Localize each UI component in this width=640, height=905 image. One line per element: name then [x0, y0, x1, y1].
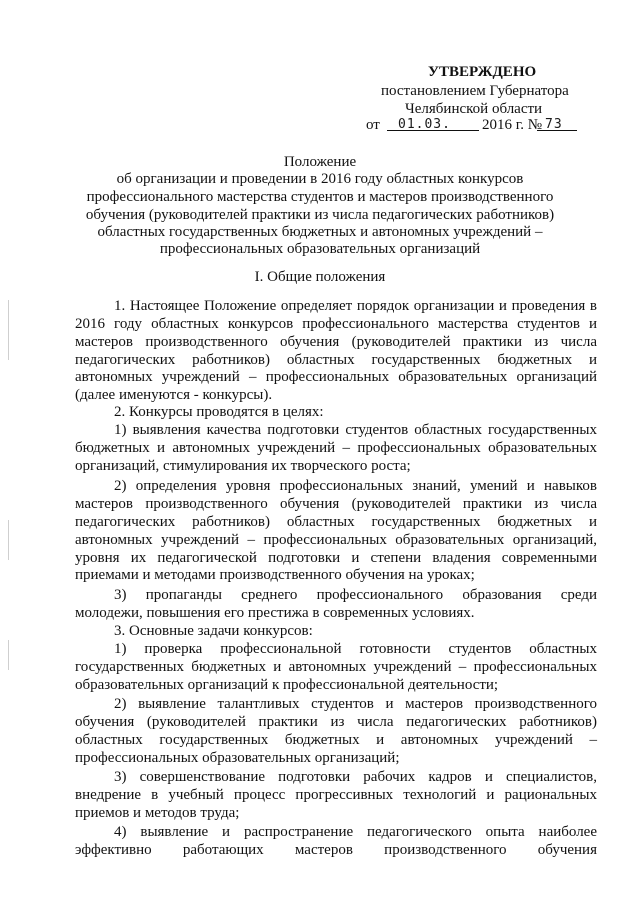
body-line: мастеров производственного обучения (руководителей практики из числа	[75, 496, 597, 512]
body-line: 3) совершенствование подготовки рабочих кадров и специалистов,	[114, 769, 597, 785]
scan-margin-mark	[8, 520, 9, 560]
approval-line-2: Челябинской области	[405, 101, 543, 117]
body-line: профессиональных образовательных организаций;	[75, 750, 400, 766]
body-line: мастеров производственного обучения (руководителей практики из числа	[75, 334, 597, 350]
body-line: 2) выявление талантливых студентов и мастеров производственного	[114, 696, 597, 712]
body-line: педагогических работников) областных государственных бюджетных и	[75, 352, 597, 368]
approval-year-number: 2016 г. №	[482, 117, 543, 133]
body-line: автономных учреждений – профессиональных образовательных организаций	[75, 369, 597, 385]
body-line: (далее именуются - конкурсы).	[75, 387, 273, 403]
body-line: 2) определения уровня профессиональных знаний, умений и навыков	[114, 478, 597, 494]
body-line: внедрение в учебный процесс прогрессивных технологий и рациональных	[75, 787, 597, 803]
scan-margin-mark	[8, 640, 9, 670]
body-line: бюджетных и автономных учреждений – профессиональных образовательных	[75, 440, 597, 456]
body-line: приемами и методами производственного обучения на уроках;	[75, 567, 475, 583]
approval-date: 01.03.	[398, 117, 451, 132]
body-line: автономных учреждений – профессиональных образовательных организаций,	[75, 532, 597, 548]
body-line: 1) проверка профессиональной готовности студентов областных	[114, 641, 597, 657]
section-title: I. Общие положения	[254, 269, 386, 285]
doc-title-line: Положение	[283, 154, 357, 170]
doc-title-line: обучения (руководителей практики из числа педагогических работников)	[85, 207, 555, 223]
body-line: уровня их педагогической подготовки и степени владения современными	[75, 550, 597, 566]
body-line: приемов и методов труда;	[75, 805, 240, 821]
body-line: 1) выявления качества подготовки студентов областных государственных	[114, 422, 597, 438]
doc-title-line: областных государственных бюджетных и автономных учреждений –	[97, 224, 543, 240]
body-line: 2. Конкурсы проводятся в целях:	[114, 404, 324, 420]
body-line: образовательных организаций к профессиональной деятельности;	[75, 677, 499, 693]
body-line: эффективно работающих мастеров производственного обучения	[75, 842, 597, 858]
body-line: областных государственных бюджетных и автономных учреждений –	[75, 732, 597, 748]
approval-line-1: постановлением Губернатора	[381, 83, 569, 99]
body-line: государственных бюджетных и автономных учреждений – профессиональных	[75, 659, 597, 675]
body-line: молодежи, повышения его престижа в современных условиях.	[75, 605, 475, 621]
body-line: 3. Основные задачи конкурсов:	[114, 623, 313, 639]
scan-margin-mark	[8, 300, 9, 360]
body-line: 1. Настоящее Положение определяет порядок организации и проведения в	[114, 298, 597, 314]
approval-title: УТВЕРЖДЕНО	[428, 64, 537, 80]
number-underline	[537, 130, 577, 131]
body-line: 2016 году областных конкурсов профессионального мастерства студентов и	[75, 316, 597, 332]
date-underline	[387, 130, 479, 131]
approval-number: 73	[545, 117, 563, 132]
body-line: педагогических работников) областных государственных бюджетных и	[75, 514, 597, 530]
body-line: 3) пропаганды среднего профессионального образования среди	[114, 587, 597, 603]
doc-title-line: об организации и проведении в 2016 году областных конкурсов	[116, 171, 524, 187]
doc-title-line: профессионального мастерства студентов и мастеров производственного	[86, 189, 554, 205]
doc-title-line: профессиональных образовательных организаций	[159, 241, 481, 257]
body-line: 4) выявление и распространение педагогического опыта наиболее	[114, 824, 597, 840]
approval-from: от	[366, 117, 380, 133]
body-line: организаций, стимулирования их творческого роста;	[75, 458, 411, 474]
body-line: обучения (руководителей практики из числа педагогических работников)	[75, 714, 597, 730]
